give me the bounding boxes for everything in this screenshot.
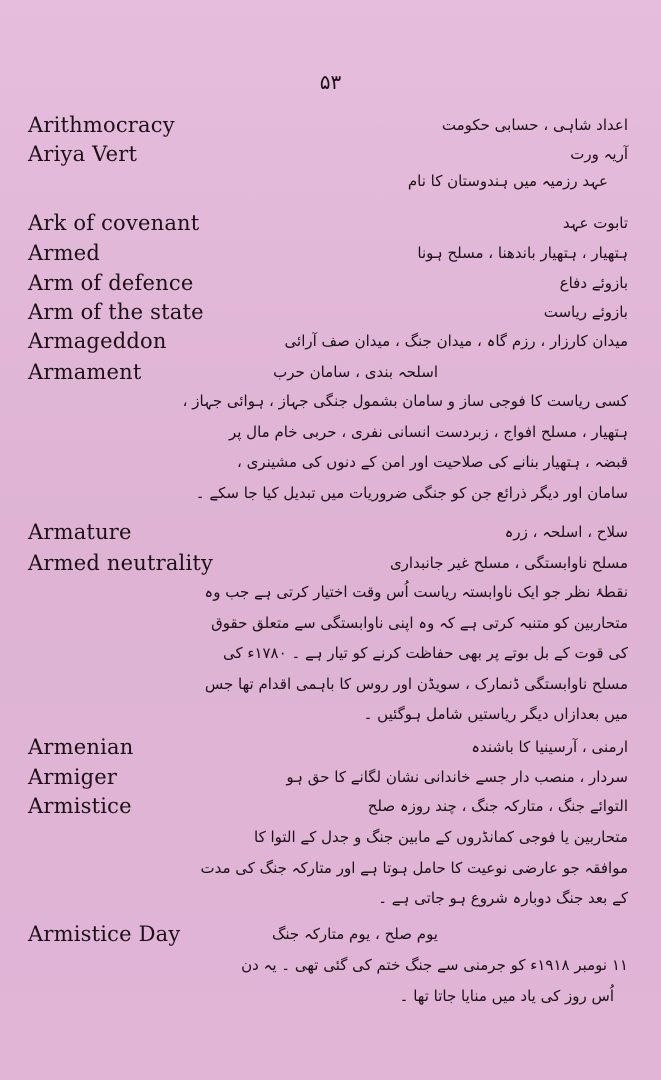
entry-term: Arm of defence — [28, 271, 194, 295]
paragraph-line: اُس روز کی یاد میں منایا جاتا تھا ۔ — [399, 986, 614, 1005]
paragraph-line: کسی ریاست کا فوجی ساز و سامان بشمول جنگی جہاز ، ہوائی جہاز ، — [182, 392, 628, 410]
entry-term: Arithmocracy — [28, 113, 175, 137]
paragraph-line: کے بعد جنگ دوبارہ شروع ہو جاتی ہے ۔ — [378, 889, 628, 907]
entry-gloss: سردار ، منصب دار جسے خاندانی نشان لگانے کا حق ہو — [286, 768, 628, 786]
entry-note: عہد رزمیہ میں ہندوستان کا نام — [407, 172, 608, 190]
paragraph-line: متحاربین یا فوجی کمانڈروں کے مابین جنگ و جدل کے التوا کا — [254, 828, 628, 846]
entry-term: Armature — [28, 520, 132, 544]
armistice-day-description — [28, 950, 628, 1011]
paragraph-line: میں بعدازاں دیگر ریاستیں شامل ہوگئیں ۔ — [363, 705, 628, 723]
paragraph-line: متحاربین کو متنبہ کرتی ہے کہ وہ اپنی ناوابستگی سے متعلق حقوق — [211, 613, 628, 632]
entry-term: Ariya Vert — [28, 142, 138, 166]
entry-term: Arm of the state — [28, 300, 204, 324]
entry-term: Armistice Day — [28, 922, 181, 946]
entry-gloss: آریہ ورت — [570, 145, 628, 163]
paragraph-line: موافقہ جو عارضی نوعیت کا حامل ہوتا ہے اور متارکہ جنگ کی مدت — [200, 858, 628, 877]
entry-gloss: یوم صلح ، یوم متارکہ جنگ — [271, 925, 438, 943]
armament-description — [28, 386, 628, 508]
entry-term: Armed — [28, 241, 100, 265]
armistice-description — [28, 822, 628, 914]
entry-gloss: تابوت عہد — [562, 214, 628, 232]
entry-term: Armenian — [28, 735, 134, 759]
entry-gloss: ہتھیار ، ہتھیار باندھنا ، مسلح ہونا — [417, 244, 628, 262]
entry-term: Armed neutrality — [28, 551, 214, 575]
paragraph-line: کی قوت کے بل بوتے پر بھی حفاظت کرنے کو تیار ہے ۔ ۱۷۸۰ء کی — [222, 644, 628, 662]
paragraph-line: ہتھیار ، مسلح افواج ، زبردست انسانی نفری ، حربی خام مال پر — [228, 422, 628, 441]
entry-term: Ark of covenant — [28, 211, 200, 235]
entry-term: Armament — [28, 360, 142, 384]
page-number: ۵۳ — [319, 70, 342, 94]
entry-term: Armageddon — [28, 329, 167, 353]
paragraph-line: سامان اور دیگر ذرائع جن کو جنگی ضروریات میں تبدیل کیا جا سکے ۔ — [195, 483, 628, 502]
entry-gloss: مسلح ناوابستگی ، مسلح غیر جانبداری — [389, 554, 628, 572]
entry-term: Armiger — [28, 765, 118, 789]
paragraph-line: ۱۱ نومبر ۱۹۱۸ء کو جرمنی سے جنگ ختم کی گئی تھی ۔ یہ دن — [241, 956, 628, 974]
entry-gloss: میدان کارزار ، رزم گاہ ، میدان جنگ ، میدان صف آرائی — [284, 332, 628, 350]
paragraph-line: مسلح ناوابستگی ڈنمارک ، سویڈن اور روس کا باہمی اقدام تھا جس — [204, 674, 628, 693]
entry-gloss: سلاح ، اسلحہ ، زرہ — [504, 523, 628, 541]
paragraph-line: نقطۂ نظر جو ایک ناوابستہ ریاست اُس وقت اختیار کرتی ہے جب وہ — [204, 583, 628, 601]
entry-gloss: بازوئے دفاع — [559, 274, 628, 292]
entry-gloss: التوائے جنگ ، متارکہ جنگ ، چند روزہ صلح — [367, 797, 628, 815]
entry-term: Armistice — [28, 794, 132, 818]
entry-gloss: اسلحہ بندی ، سامان حرب — [273, 363, 438, 381]
entry-gloss: بازوئے ریاست — [543, 303, 628, 321]
entry-gloss: اعداد شاہی ، حسابی حکومت — [441, 116, 628, 134]
entry-gloss: ارمنی ، آرسینیا کا باشندہ — [471, 738, 628, 756]
paragraph-line: قبضہ ، ہتھیار بنانے کی صلاحیت اور امن کے دنوں کی مشینری ، — [236, 453, 628, 471]
armed-neutrality-description — [28, 577, 628, 730]
